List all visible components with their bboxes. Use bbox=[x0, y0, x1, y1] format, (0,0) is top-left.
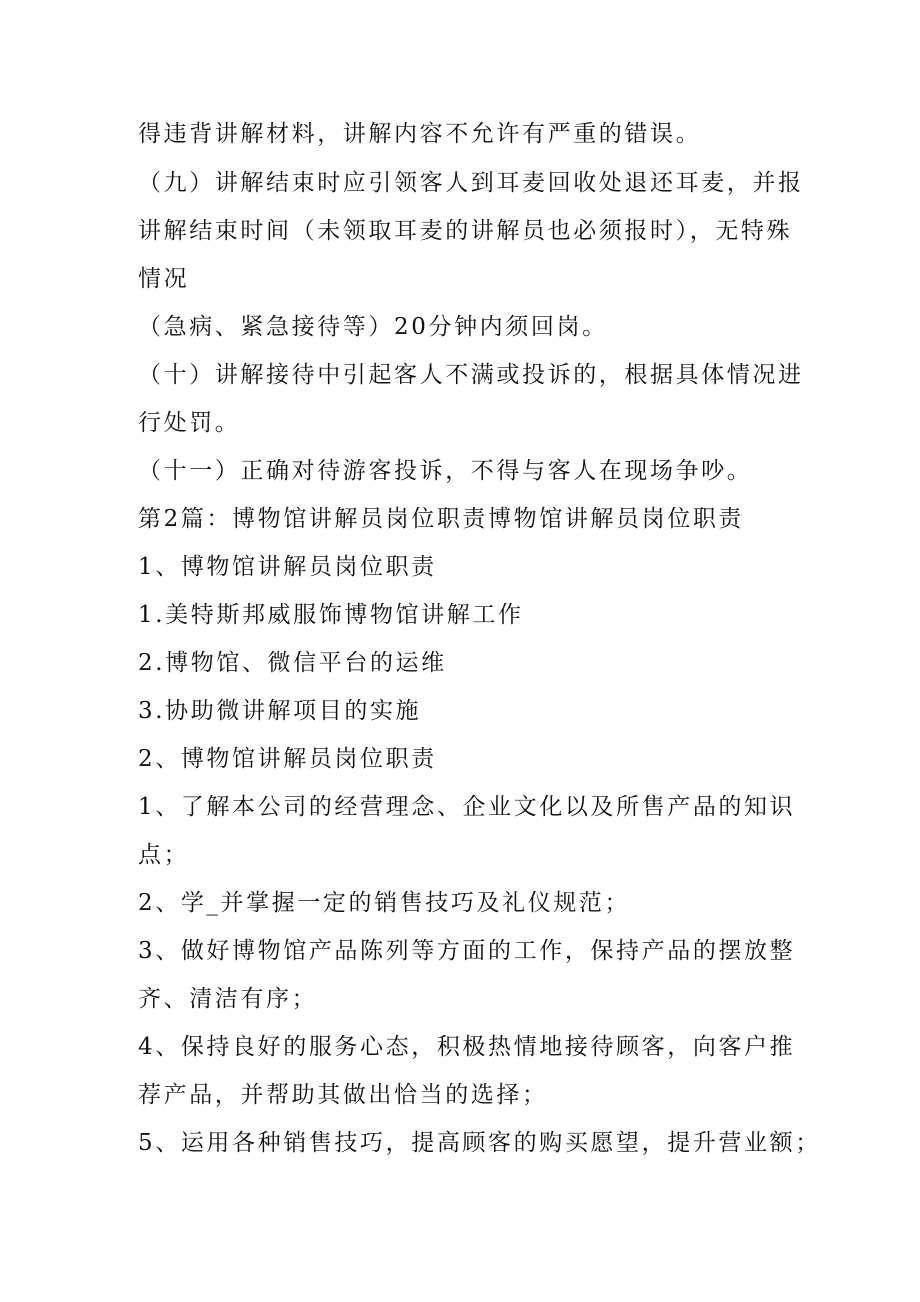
text-line: （十一）正确对待游客投诉，不得与客人在现场争吵。 bbox=[138, 458, 753, 484]
text-line: 得违背讲解材料，讲解内容不允许有严重的错误。 bbox=[138, 121, 702, 147]
text-line: 2、博物馆讲解员岗位职责 bbox=[138, 746, 437, 772]
text-line: 4、保持良好的服务心态，积极热情地接待顾客，向客户推 bbox=[138, 1034, 796, 1060]
text-line: （十）讲解接待中引起客人不满或投诉的，根据具体情况进 bbox=[138, 362, 804, 388]
text-line: 齐、清洁有序； bbox=[138, 986, 318, 1012]
text-line: 1、了解本公司的经营理念、企业文化以及所售产品的知识 bbox=[138, 794, 796, 820]
text-line: 1、博物馆讲解员岗位职责 bbox=[138, 554, 437, 580]
text-line: 2、学_并掌握一定的销售技巧及礼仪规范； bbox=[138, 890, 631, 916]
text-line: （九）讲解结束时应引领客人到耳麦回收处退还耳麦，并报 bbox=[138, 170, 804, 196]
text-line: 情况 bbox=[138, 266, 190, 292]
text-line: （急病、紧急接待等）20分钟内须回岗。 bbox=[138, 314, 608, 340]
text-line: 2.博物馆、微信平台的运维 bbox=[138, 650, 447, 676]
text-line: 点； bbox=[138, 842, 190, 868]
text-line: 5、运用各种销售技巧，提高顾客的购买愿望，提升营业额； bbox=[138, 1130, 821, 1156]
section-heading: 第2篇：博物馆讲解员岗位职责博物馆讲解员岗位职责 bbox=[138, 506, 745, 532]
text-line: 1.美特斯邦威服饰博物馆讲解工作 bbox=[138, 602, 524, 628]
text-line: 3.协助微讲解项目的实施 bbox=[138, 698, 422, 724]
text-line: 讲解结束时间（未领取耳麦的讲解员也必须报时），无特殊 bbox=[138, 218, 793, 244]
text-line: 行处罚。 bbox=[138, 410, 241, 436]
text-line: 荐产品，并帮助其做出恰当的选择； bbox=[138, 1082, 548, 1108]
text-line: 3、做好博物馆产品陈列等方面的工作，保持产品的摆放整 bbox=[138, 938, 796, 964]
